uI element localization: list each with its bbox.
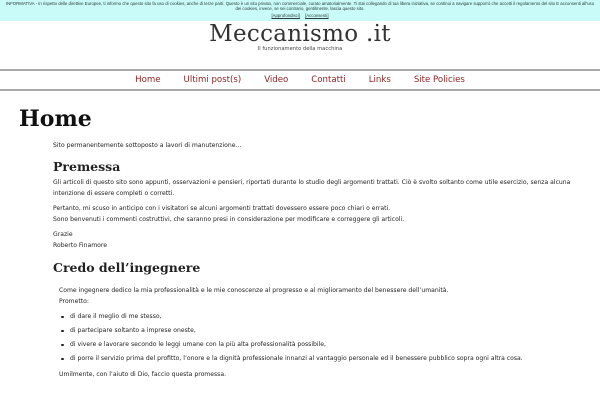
- premessa-paragraph: Gli articoli di questo sito sono appunti, osservazioni e pensieri, riportati durante lo studio degli argomenti trattati. Ciò è svolto soltanto come utile esercizio, senza alcuna intenzione di essere completi o corretti.: [53, 178, 571, 197]
- main-navigation: [0, 69, 600, 91]
- cookie-links: [0, 13, 600, 18]
- signoff-author: Roberto Finamore: [53, 242, 108, 249]
- maintenance-notice: Sito permanentemente sottoposto a lavori di manutenzione…: [53, 142, 242, 149]
- nav-item-home[interactable]: Home: [135, 75, 161, 85]
- credo-section: [53, 285, 593, 381]
- credo-list-item: di dare il meglio di me stesso,: [59, 310, 593, 324]
- comments-line: Sono benvenuti i commenti costruttivi, che saranno presi in considerazione per modificare e correggere gli articoli.: [53, 216, 405, 223]
- nav-item-latest-posts[interactable]: Ultimi post(s): [183, 75, 242, 85]
- credo-list-item: di partecipare soltanto a imprese oneste,: [59, 324, 593, 338]
- credo-list-item: di porre il servizio prima del profitto, l’onore e la dignità professionale innanzi al vantaggio personale ed il benessere pubblico sopra ogni altra cosa.: [59, 352, 593, 366]
- premessa-heading: Premessa: [53, 158, 121, 174]
- signoff-thanks: Grazie: [53, 230, 73, 238]
- nav-item-links[interactable]: Links: [368, 75, 391, 85]
- nav-item-video[interactable]: Video: [264, 75, 289, 85]
- site-title[interactable]: Meccanismo .it: [209, 21, 391, 47]
- cookie-message: INFORMATIVA - In rispetto delle direttive Europee, ti informo che questo sito fa uso di cookies, anche di terze parti. Questo è un sito privato, non commerciale, curato amatorialmente. Ti stai collegando di tua libera iniziativa, se continui a navigare supporrò che accetti il regolamento del sito E acconsenti all'uso dei cookies, invece, se sei contrario, gentilmente, lascia questo sito.: [5, 1, 595, 11]
- credo-closing: Umilmente, con l’aiuto di Dio, faccio questa promessa.: [59, 370, 227, 378]
- cookie-more-info-link[interactable]: [Approfondisci]: [271, 13, 300, 18]
- credo-list: [59, 310, 593, 366]
- credo-list-item: di vivere e lavorare secondo le leggi umane con la più alta professionalità possibile,: [59, 338, 593, 352]
- nav-item-site-policies[interactable]: Site Policies: [413, 75, 465, 85]
- cookie-banner: [0, 0, 600, 21]
- site-tagline: Il funzionamento della macchina: [257, 46, 343, 52]
- cookie-accept-link[interactable]: [Acconsenti]: [305, 13, 329, 18]
- credo-heading: Credo dell’ingegnere: [53, 259, 201, 275]
- apology-line: Pertanto, mi scuso in anticipo con i visitatori se alcuni argomenti trattati dovessero essere poco chiari o errati.: [53, 204, 391, 212]
- page-content: [53, 140, 593, 380]
- credo-intro: Come ingegnere dedico la mia professionalità e le mie conoscenze al progresso e al miglioramento del benessere dell’umanità.: [59, 286, 449, 294]
- page-title: Home: [19, 106, 92, 132]
- credo-promise-label: Prometto:: [59, 298, 89, 305]
- nav-item-contacts[interactable]: Contatti: [311, 75, 346, 85]
